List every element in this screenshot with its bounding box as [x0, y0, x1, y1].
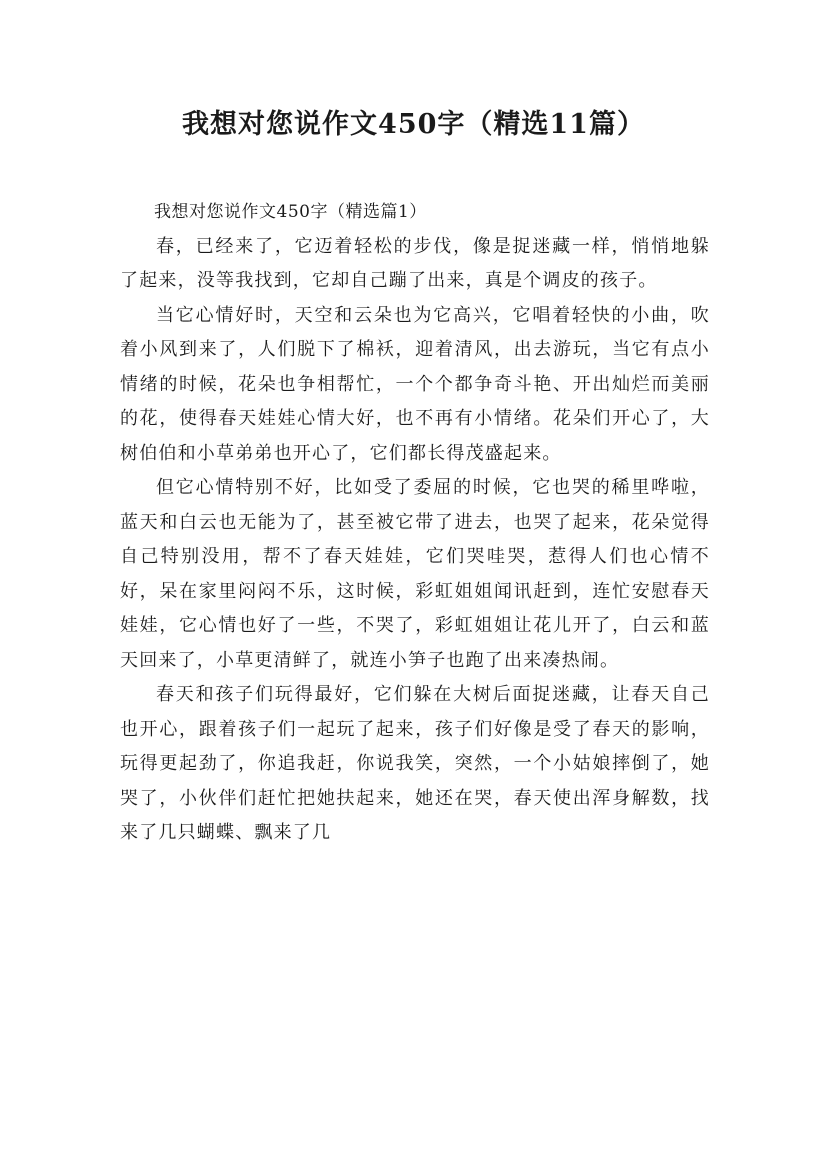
section-heading: 我想对您说作文450字（精选篇1）	[154, 202, 427, 222]
paragraph-1: 春，已经来了，它迈着轻松的步伐，像是捉迷藏一样，悄悄地躲了起来，没等我找到，它却自己蹦了出来，真是个调皮的孩子。	[120, 235, 710, 291]
document-title: 我想对您说作文450字（精选11篇）	[182, 109, 645, 140]
paragraph-4: 春天和孩子们玩得最好，它们躲在大树后面捉迷藏，让春天自己也开心，跟着孩子们一起玩了起来，孩子们好像是受了春天的影响，玩得更起劲了，你追我赶，你说我笑，突然，一个小姑娘摔倒了，她哭了，小伙伴们赶忙把她扶起来，她还在哭，春天使出浑身解数，找来了几只蝴蝶、飘来了几	[120, 684, 710, 843]
document-body	[120, 195, 710, 851]
paragraph-2: 当它心情好时，天空和云朵也为它高兴，它唱着轻快的小曲，吹着小风到来了，人们脱下了棉袄，迎着清风，出去游玩，当它有点小情绪的时候，花朵也争相帮忙，一个个都争奇斗艳、开出灿烂而美丽的花，使得春天娃娃心情大好，也不再有小情绪。花朵们开心了，大树伯伯和小草弟弟也开心了，它们都长得茂盛起来。	[120, 304, 710, 464]
paragraph-3: 但它心情特别不好，比如受了委屈的时候，它也哭的稀里哗啦，蓝天和白云也无能为了，甚至被它带了进去，也哭了起来，花朵觉得自己特别没用，帮不了春天娃娃，它们哭哇哭，惹得人们也心情不好，呆在家里闷闷不乐，这时候，彩虹姐姐闻讯赶到，连忙安慰春天娃娃，它心情也好了一些，不哭了，彩虹姐姐让花儿开了，白云和蓝天回来了，小草更清鲜了，就连小笋子也跑了出来凑热闹。	[120, 477, 710, 671]
